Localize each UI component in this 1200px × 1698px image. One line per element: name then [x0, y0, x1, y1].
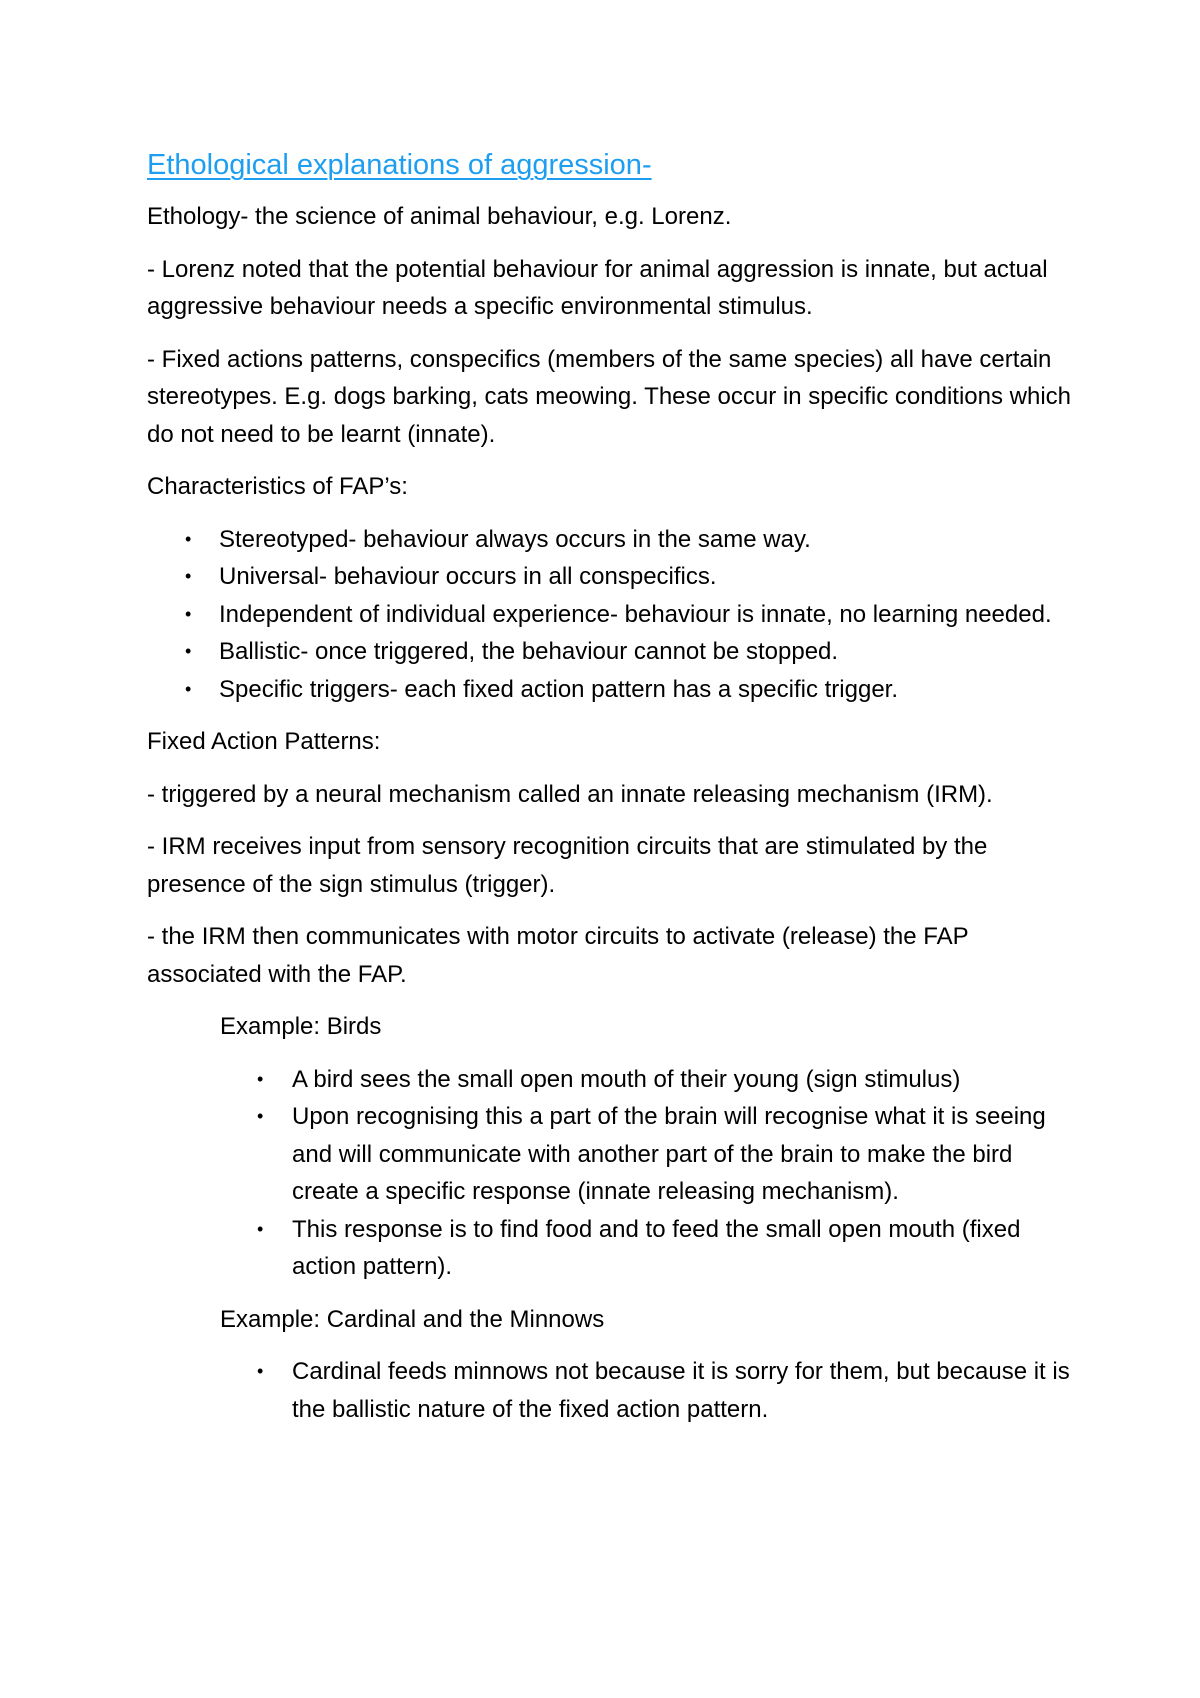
- paragraph-ethology: Ethology- the science of animal behaviour, e.g. Lorenz.: [147, 203, 732, 230]
- list-item: [147, 633, 1072, 671]
- bullet-icon: •: [185, 528, 192, 549]
- bullet-icon: •: [185, 566, 192, 586]
- list-item: [147, 1211, 1072, 1286]
- paragraph-irm-motor: - the IRM then communicates with motor circuits to activate (release) the FAP associated with the FAP.: [147, 923, 969, 988]
- list-item-text: Independent of individual experience- behaviour is innate, no learning needed.: [219, 600, 1052, 628]
- list-item: [147, 1098, 1072, 1211]
- list-item-text: Cardinal feeds minnows not because it is sorry for them, but because it is the ballistic nature of the fixed action pattern.: [292, 1358, 1070, 1423]
- paragraph-fixed-actions: - Fixed actions patterns, conspecifics (members of the same species) all have certain stereotypes. E.g. dogs barking, cats meowing. These occur in specific conditions which do not need to be learnt (innate).: [147, 345, 1072, 448]
- fap-characteristics-heading: Characteristics of FAP’s:: [147, 473, 408, 500]
- paragraph-lorenz: - Lorenz noted that the potential behaviour for animal aggression is innate, but actual aggressive behaviour needs a specific environmental stimulus.: [147, 255, 1048, 320]
- bullet-icon: •: [185, 603, 192, 624]
- paragraph-irm-trigger: - triggered by a neural mechanism called an innate releasing mechanism (IRM).: [147, 780, 993, 808]
- document-title: Ethological explanations of aggression-: [147, 149, 652, 181]
- list-item-text: Specific triggers- each fixed action pattern has a specific trigger.: [219, 675, 899, 703]
- example-birds-heading: Example: Birds: [220, 1013, 382, 1040]
- bullet-icon: •: [257, 1068, 264, 1089]
- list-item: [147, 1061, 1072, 1099]
- list-item-text: Universal- behaviour occurs in all conspecifics.: [219, 563, 717, 590]
- list-item-text: This response is to find food and to feed the small open mouth (fixed action pattern).: [292, 1215, 1021, 1280]
- example-cardinal-heading: Example: Cardinal and the Minnows: [220, 1305, 605, 1333]
- fixed-action-patterns-heading: Fixed Action Patterns:: [147, 728, 381, 755]
- list-item: [147, 671, 1072, 709]
- example-cardinal-list: [147, 1353, 1072, 1428]
- fap-characteristics-list: [147, 521, 1072, 709]
- list-item: [147, 596, 1072, 634]
- bullet-icon: •: [257, 1361, 264, 1381]
- list-item-text: Stereotyped- behaviour always occurs in the same way.: [219, 525, 811, 553]
- list-item: [147, 558, 1072, 596]
- list-item-text: Upon recognising this a part of the brain will recognise what it is seeing and will communicate with another part of the brain to make the bird create a specific response (innate releasing mechanism).: [292, 1103, 1046, 1205]
- list-item: [147, 1353, 1072, 1428]
- paragraph-irm-input: - IRM receives input from sensory recognition circuits that are stimulated by the presence of the sign stimulus (trigger).: [147, 833, 988, 898]
- bullet-icon: •: [185, 641, 192, 661]
- example-birds-list: [147, 1061, 1072, 1286]
- list-item-text: Ballistic- once triggered, the behaviour cannot be stopped.: [219, 638, 839, 665]
- bullet-icon: •: [185, 678, 192, 699]
- bullet-icon: •: [257, 1218, 264, 1239]
- list-item-text: A bird sees the small open mouth of their young (sign stimulus): [292, 1065, 961, 1093]
- document-page: [147, 146, 1072, 1443]
- list-item: [147, 521, 1072, 559]
- bullet-icon: •: [257, 1106, 264, 1126]
